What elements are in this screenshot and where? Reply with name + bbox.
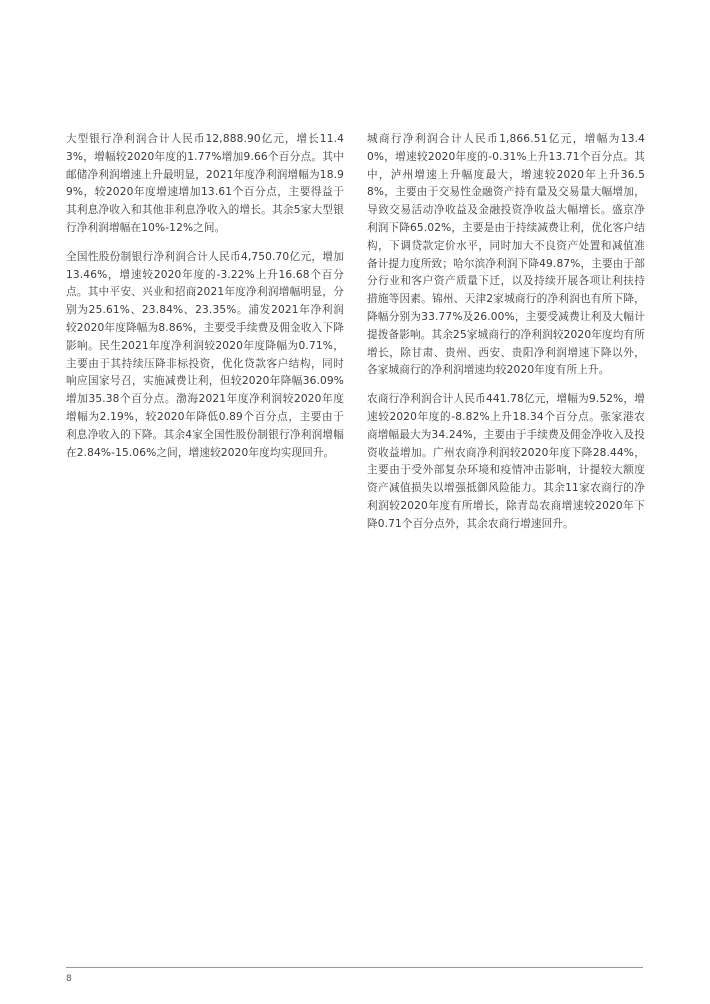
footer-divider bbox=[66, 967, 643, 968]
page-number: 8 bbox=[66, 974, 72, 984]
paragraph-joint-stock-banks: 全国性股份制银行净利润合计人民币4,750.70亿元，增加13.46%，增速较2020年度的-3.22%上升16.68个百分点。其中平安、兴业和招商2021年度净利润增幅明显，分别为25.61%、23.84%、23.35%。浦发2021年净利润较2020年度降幅为8.86%，主要受手续费及佣金收入下降影响。民生2021年度净利润较2020年度降幅为0.71%，主要由于其持续压降非标投资，优化贷款客户结构，同时响应国家号召，实施减费让利，但较2020年降幅36.09%增加35.38个百分点。渤海2021年度净利润较2020年度增幅为2.19%，较2020年降低0.89个百分点，主要由于利息净收入的下降。其余4家全国性股份制银行净利润增幅在2.84%-15.06%之间，增速较2020年度均实现回升。 bbox=[66, 250, 344, 459]
paragraph-rural-commercial-banks: 农商行净利润合计人民币441.78亿元，增幅为9.52%，增速较2020年度的-8.82%上升18.34个百分点。张家港农商增幅最大为34.24%，主要由于手续费及佣金净收入及投资收益增加。广州农商净利润较2020年度下降28.44%，主要由于受外部复杂环境和疫情冲击影响，计提较大额度资产减值损失以增强抵御风险能力。其余11家农商行的净利润较2020年度有所增长，除青岛农商增速较2020年下降0.71个百分点外，其余农商行增速回升。 bbox=[367, 393, 645, 530]
right-column bbox=[367, 131, 645, 545]
paragraph-large-banks: 大型银行净利润合计人民币12,888.90亿元，增长11.43%，增幅较2020年度的1.77%增加9.66个百分点。其中邮储净利润增速上升最明显，2021年度净利润增幅为18.99%，较2020年度增速增加13.61个百分点，主要得益于其利息净收入和其他非利息净收入的增长。其余5家大型银行净利润增幅在10%-12%之间。 bbox=[66, 133, 344, 234]
paragraph-city-commercial-banks: 城商行净利润合计人民币1,866.51亿元，增幅为13.40%，增速较2020年度的-0.31%上升13.71个百分点。其中，泸州增速上升幅度最大，增速较2020年上升36.58%，主要由于交易性金融资产持有量及交易量大幅增加，导致交易活动净收益及金融投资净收益大幅增长。盛京净利润下降65.02%，主要是由于持续减费让利，优化客户结构，下调贷款定价水平，同时加大不良资产处置和减值准备计提力度所致；哈尔滨净利润下降49.87%，主要由于部分行业和客户资产质量下迁，以及持续开展各项让利扶持措施等因素。锦州、天津2家城商行的净利润也有所下降，降幅分别为33.77%及26.00%，主要受减费让利及大幅计提拨备影响。其余25家城商行的净利润较2020年度均有所增长，除甘肃、贵州、西安、贵阳净利润增速下降以外，各家城商行的净利润增速均较2020年度有所上升。 bbox=[367, 133, 645, 377]
left-column bbox=[66, 131, 344, 473]
